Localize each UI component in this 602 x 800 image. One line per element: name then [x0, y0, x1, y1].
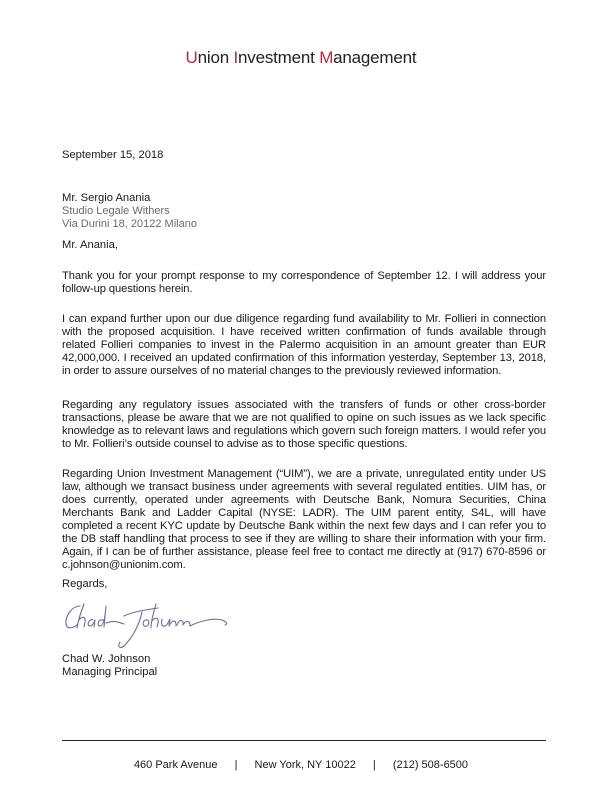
body-paragraph-4: Regarding Union Investment Management (“UIM”), we are a private, unregulated entity under US law, although we transact business under agreements with several regulated entities. UIM has, or does currently, operated under agreements with Deutsche Bank, Nomura Securities, China Merchants Bank and Ladder Capital (NYSE: LADR). The UIM parent entity, S4L, will have completed a recent KYC update by Deutsche Bank within the next few days and I can refer you to the DB staff handling that process to see if they are willing to share their information with your firm. Again, if I can be of further assistance, please feel free to contact me directly at (917) 670-8596 or c.johnson@unionim.com. — [62, 468, 546, 571]
footer-city: New York, NY 10022 — [254, 759, 356, 771]
letterhead-initial-i: I — [233, 48, 239, 67]
recipient-name: Mr. Sergio Anania — [62, 192, 151, 204]
signer-name: Chad W. Johnson — [62, 653, 151, 665]
letterhead-initial-m: M — [319, 48, 334, 67]
letterhead-initial-u: U — [185, 48, 198, 67]
footer-phone: (212) 508-6500 — [392, 759, 469, 771]
salutation: Mr. Anania, — [62, 239, 118, 251]
body-paragraph-3: Regarding any regulatory issues associated with the transfers of funds or other cross-border transactions, please be aware that we are not qualified to opine on such issues as we lack specific knowledge as to relevant laws and regulations which govern such foreign matters. I would refer you to Mr. Follieri’s outside counsel to advise as to those specific questions. — [62, 399, 546, 450]
letterhead-word-union: nion — [197, 48, 234, 67]
signer-title: Managing Principal — [62, 666, 158, 678]
letter-date: September 15, 2018 — [62, 149, 164, 161]
body-paragraph-2: I can expand further upon our due diligence regarding fund availability to Mr. Follieri in connection with the proposed acquisition. I have received written confirmation of funds available through related Follieri companies to invest in the Palermo acquisition in an amount greater than EUR 42,000,000. I received an updated confirmation of this information yesterday, September 13, 2018, in order to assure ourselves of no material changes to the previously reviewed information. — [62, 313, 546, 377]
letterhead-word-investment: nvestment — [238, 48, 320, 67]
footer-address: 460 Park Avenue — [133, 759, 218, 771]
recipient-address: Via Durini 18, 20122 Milano — [62, 218, 197, 230]
letterhead-word-management: anagement — [333, 48, 417, 67]
footer-separator: | — [372, 759, 376, 771]
signer-block — [62, 653, 546, 679]
footer-divider — [62, 740, 546, 741]
signature-icon — [62, 598, 232, 650]
recipient-firm: Studio Legale Withers — [62, 205, 170, 217]
recipient-block — [62, 192, 546, 231]
body-paragraph-1: Thank you for your prompt response to my correspondence of September 12. I will address your follow-up questions herein. — [62, 270, 546, 295]
footer-contact — [0, 759, 602, 771]
closing: Regards, — [62, 578, 108, 590]
letterhead-title — [0, 48, 602, 68]
footer-separator: | — [234, 759, 238, 771]
